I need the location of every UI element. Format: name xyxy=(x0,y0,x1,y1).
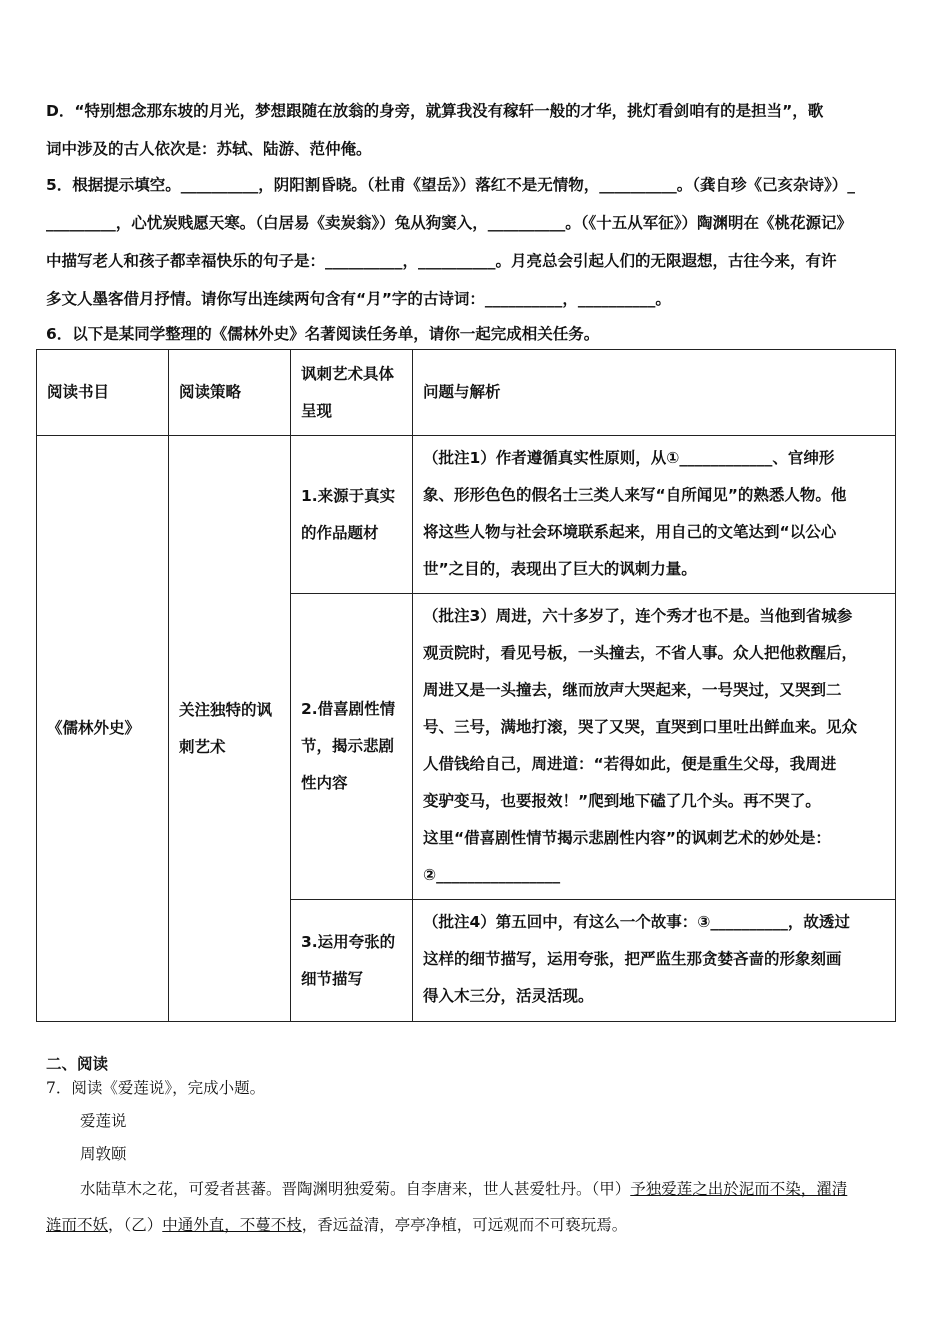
option-d-label: D． xyxy=(46,102,75,120)
option-d-line1: “特别想念那东坡的月光，梦想跟随在放翁的身旁，就算我没有稼轩一般的才华，挑灯看剑咱有的是担当”，歌 xyxy=(74,102,824,120)
row2-annotation: （批注3）周进，六十多岁了，连个秀才也不是。当他到省城参 观贡院时，看见号板，一头撞去，不省人事。众人把他救醒后， 周进又是一头撞去，继而放声大哭起来，一号哭过，又哭到二 号、三号，满地打滚，哭了又哭，直哭到口里吐出鲜血来。见众 人借钱给自己，周进道：“若得如此，便是重生父母，我周进 变驴变马，也要报效！”爬到地下磕了几个头。再不哭了。 这里“借喜剧性情节揭示悲剧性内容”的讽刺艺术的妙处是： ②________________ xyxy=(413,594,896,900)
essay-para-line2: 涟而不妖，（乙）中通外直，不蔓不枝，香远益清，亭亭净植，可远观而不可亵玩焉。 xyxy=(46,1216,628,1234)
q7-intro: 7．阅读《爱莲说》，完成小题。 xyxy=(46,1079,266,1097)
q5-line2: _________，心忧炭贱愿天寒。（白居易《卖炭翁》）兔从狗窦入，__________。（《十五从军征》）陶渊明在《桃花源记》 xyxy=(46,214,853,232)
row1-annotation: （批注1）作者遵循真实性原则，从①____________、官绅形 象、形形色色的假名士三类人来写“自所闻见”的熟悉人物。他 将这些人物与社会环境联系起来，用自己的文笔达到“以公心 世”之目的，表现出了巨大的讽刺力量。 xyxy=(413,436,896,594)
header-analysis: 问题与解析 xyxy=(413,350,896,436)
header-book: 阅读书目 xyxy=(37,350,169,436)
reading-task-table xyxy=(36,349,896,1022)
essay-para-line1: 水陆草木之花，可爱者甚蕃。晋陶渊明独爱菊。自李唐来，世人甚爱牡丹。（甲）予独爱莲之出於泥而不染，濯清 xyxy=(80,1180,848,1198)
option-d xyxy=(46,92,906,168)
question-5 xyxy=(46,166,916,318)
q5-line1: 5．根据提示填空。__________，阴阳割昏晓。（杜甫《望岳》）落红不是无情物，__________。（龚自珍《己亥杂诗》）_ xyxy=(46,176,856,194)
essay-author: 周敦颐 xyxy=(80,1145,127,1163)
table-row xyxy=(37,436,896,594)
book-cell: 《儒林外史》 xyxy=(37,436,169,1022)
row3-title: 3.运用夸张的 细节描写 xyxy=(291,900,413,1022)
row2-title: 2.借喜剧性情 节，揭示悲剧 性内容 xyxy=(291,594,413,900)
section-heading: 二、阅读 xyxy=(46,1055,109,1073)
q5-line3: 中描写老人和孩子都幸福快乐的句子是：__________，__________。月亮总会引起人们的无限遐想，古往今来，有许 xyxy=(46,252,837,270)
underlined-sentence-a: 予独爱莲之出於泥而不染，濯清 xyxy=(630,1180,848,1198)
row3-annotation: （批注4）第五回中，有这么一个故事：③__________，故透过 这样的细节描写，运用夸张，把严监生那贪婪吝啬的形象刻画 得入木三分，活灵活现。 xyxy=(413,900,896,1022)
q6-intro: 6．以下是某同学整理的《儒林外史》名著阅读任务单，请你一起完成相关任务。 xyxy=(46,325,600,343)
header-presentation: 讽刺艺术具体 呈现 xyxy=(291,350,413,436)
option-d-line2: 词中涉及的古人依次是：苏轼、陆游、范仲俺。 xyxy=(46,140,372,158)
q5-line4: 多文人墨客借月抒情。请你写出连续两句含有“月”字的古诗词：__________，__________。 xyxy=(46,290,671,308)
row1-title: 1.来源于真实 的作品题材 xyxy=(291,436,413,594)
header-strategy: 阅读策略 xyxy=(169,350,291,436)
strategy-cell: 关注独特的讽 刺艺术 xyxy=(169,436,291,1022)
underlined-sentence-b: 中通外直，不蔓不枝 xyxy=(162,1216,302,1234)
table-header-row xyxy=(37,350,896,436)
essay-title: 爱莲说 xyxy=(80,1112,127,1130)
